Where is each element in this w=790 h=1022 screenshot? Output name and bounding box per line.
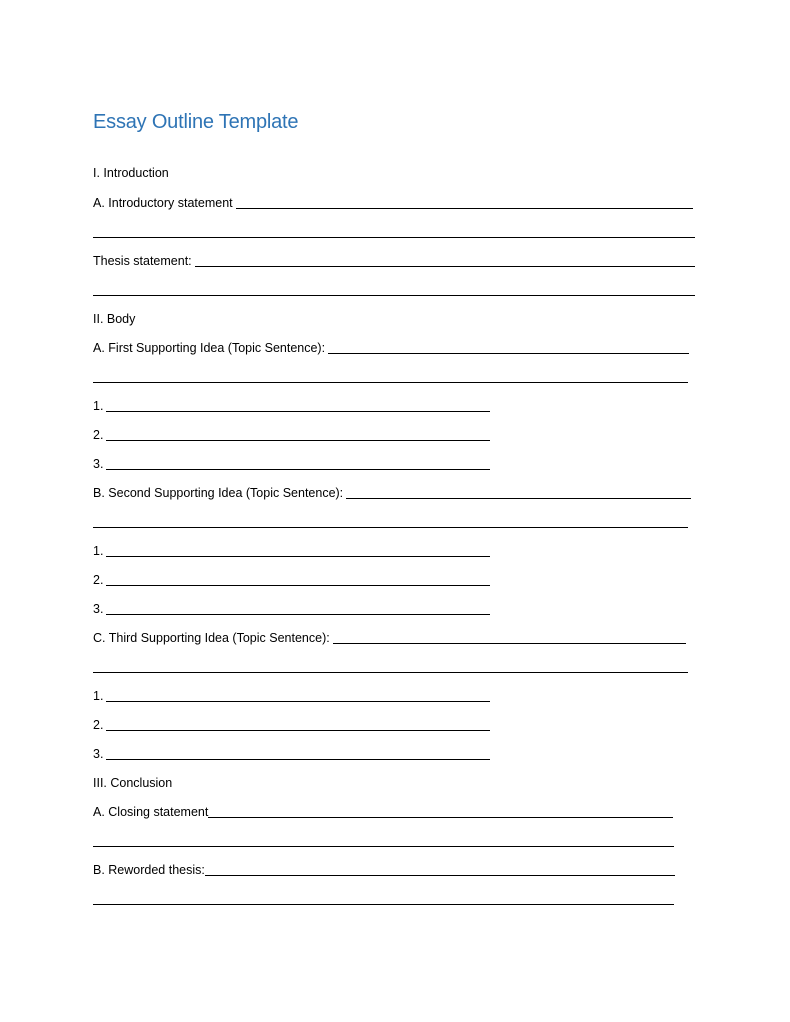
thesis-statement-blank-2[interactable] bbox=[93, 295, 695, 296]
first-supporting-idea-continuation bbox=[93, 368, 688, 386]
section-heading-body: II. Body bbox=[93, 312, 136, 326]
third-supporting-idea-blank-2[interactable] bbox=[93, 672, 688, 673]
second-idea-item-2 bbox=[93, 571, 490, 589]
item-blank[interactable] bbox=[106, 556, 490, 557]
first-supporting-idea-blank-2[interactable] bbox=[93, 382, 688, 383]
second-idea-item-3 bbox=[93, 600, 490, 618]
reworded-thesis-label: B. Reworded thesis: bbox=[93, 863, 205, 877]
item-number: 3. bbox=[93, 457, 104, 471]
item-blank[interactable] bbox=[106, 759, 490, 760]
thesis-statement-row bbox=[93, 252, 695, 270]
first-idea-item-1 bbox=[93, 397, 490, 415]
introductory-statement-blank[interactable] bbox=[236, 208, 693, 209]
reworded-thesis-row bbox=[93, 861, 675, 879]
item-blank[interactable] bbox=[106, 411, 490, 412]
closing-statement-row bbox=[93, 803, 673, 821]
item-blank[interactable] bbox=[106, 585, 490, 586]
first-idea-item-3 bbox=[93, 455, 490, 473]
third-idea-item-3 bbox=[93, 745, 490, 763]
second-supporting-idea-blank-2[interactable] bbox=[93, 527, 688, 528]
reworded-thesis-blank[interactable] bbox=[205, 875, 675, 876]
second-supporting-idea-continuation bbox=[93, 513, 688, 531]
page-title: Essay Outline Template bbox=[93, 111, 299, 133]
second-supporting-idea-blank[interactable] bbox=[346, 498, 691, 499]
introductory-statement-row bbox=[93, 194, 693, 212]
item-number: 1. bbox=[93, 399, 104, 413]
section-heading-conclusion: III. Conclusion bbox=[93, 776, 173, 790]
item-number: 3. bbox=[93, 747, 104, 761]
item-number: 2. bbox=[93, 428, 104, 442]
closing-statement-continuation bbox=[93, 832, 674, 850]
thesis-statement-label: Thesis statement: bbox=[93, 254, 192, 268]
third-supporting-idea-continuation bbox=[93, 658, 688, 676]
first-supporting-idea-blank[interactable] bbox=[328, 353, 689, 354]
item-blank[interactable] bbox=[106, 440, 490, 441]
thesis-statement-continuation bbox=[93, 281, 695, 299]
item-number: 1. bbox=[93, 689, 104, 703]
third-supporting-idea-row bbox=[93, 629, 686, 647]
item-blank[interactable] bbox=[106, 730, 490, 731]
item-number: 2. bbox=[93, 573, 104, 587]
first-idea-item-2 bbox=[93, 426, 490, 444]
reworded-thesis-blank-2[interactable] bbox=[93, 904, 674, 905]
third-supporting-idea-label: C. Third Supporting Idea (Topic Sentence): bbox=[93, 631, 330, 645]
closing-statement-blank-2[interactable] bbox=[93, 846, 674, 847]
section-heading-introduction: I. Introduction bbox=[93, 166, 169, 180]
first-supporting-idea-row bbox=[93, 339, 689, 357]
introductory-statement-label: A. Introductory statement bbox=[93, 196, 233, 210]
third-supporting-idea-blank[interactable] bbox=[333, 643, 686, 644]
introductory-statement-blank-2[interactable] bbox=[93, 237, 695, 238]
closing-statement-blank[interactable] bbox=[208, 817, 673, 818]
introductory-statement-continuation bbox=[93, 223, 695, 241]
item-blank[interactable] bbox=[106, 469, 490, 470]
closing-statement-label: A. Closing statement bbox=[93, 805, 209, 819]
item-blank[interactable] bbox=[106, 701, 490, 702]
item-number: 3. bbox=[93, 602, 104, 616]
second-supporting-idea-row bbox=[93, 484, 691, 502]
first-supporting-idea-label: A. First Supporting Idea (Topic Sentence): bbox=[93, 341, 326, 355]
third-idea-item-1 bbox=[93, 687, 490, 705]
second-supporting-idea-label: B. Second Supporting Idea (Topic Sentence): bbox=[93, 486, 344, 500]
second-idea-item-1 bbox=[93, 542, 490, 560]
item-blank[interactable] bbox=[106, 614, 490, 615]
item-number: 2. bbox=[93, 718, 104, 732]
item-number: 1. bbox=[93, 544, 104, 558]
third-idea-item-2 bbox=[93, 716, 490, 734]
thesis-statement-blank[interactable] bbox=[195, 266, 695, 267]
reworded-thesis-continuation bbox=[93, 890, 674, 908]
